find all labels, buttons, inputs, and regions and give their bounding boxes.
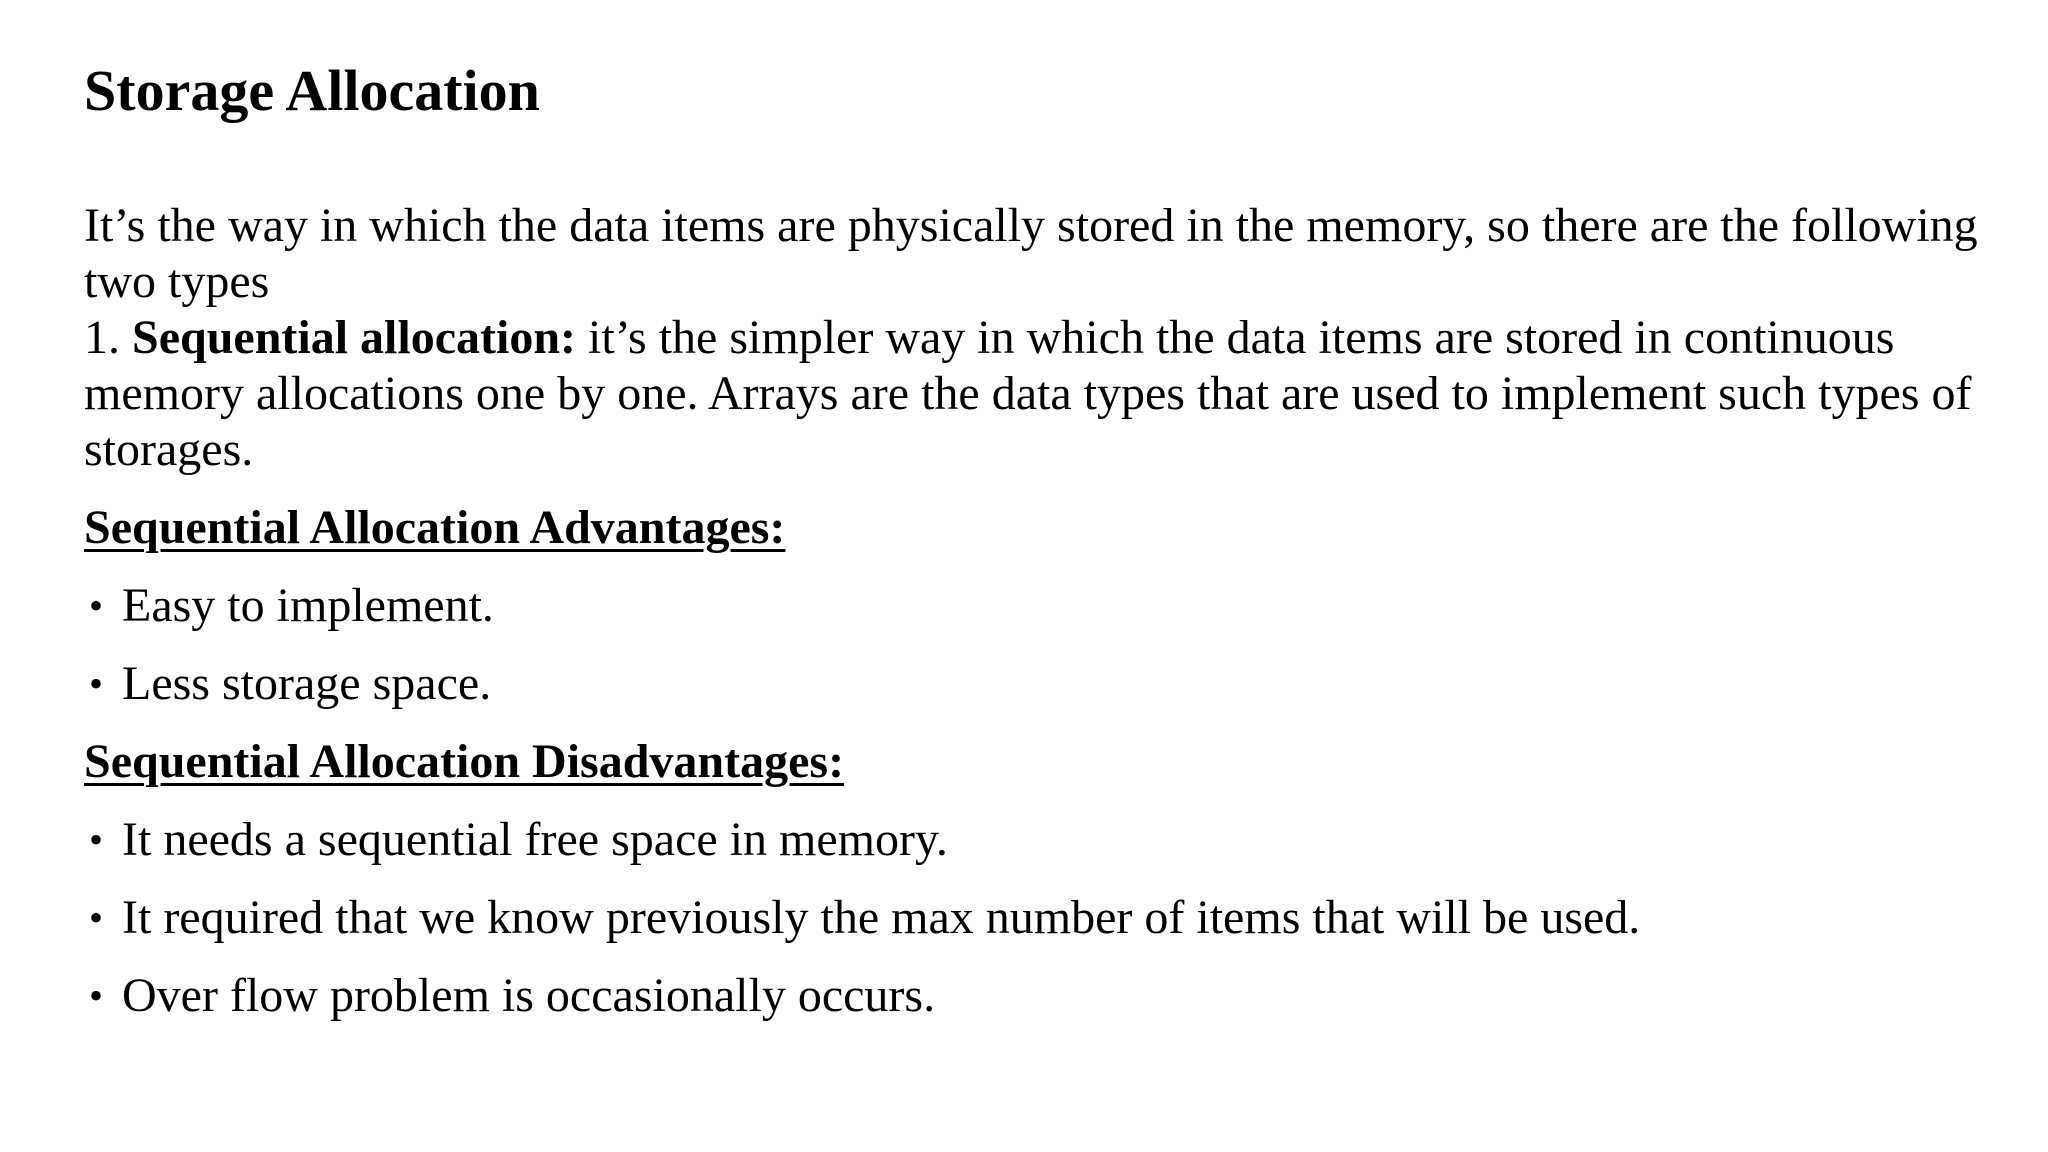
list-item-text: Over flow problem is occasionally occurs.: [122, 969, 936, 1022]
list-item: [84, 968, 1984, 1024]
disadvantages-list: [84, 812, 1984, 1024]
sequential-allocation-term: Sequential allocation:: [132, 311, 577, 364]
list-item-text: It needs a sequential free space in memory.: [122, 813, 948, 866]
disadvantages-heading: Sequential Allocation Disadvantages:: [84, 735, 845, 788]
intro-paragraph: It’s the way in which the data items are physically stored in the memory, so there are the following two types: [84, 199, 1978, 308]
list-item: [84, 578, 1984, 634]
sequential-allocation-description: it’s the simpler way in which the data items are stored in continuous memory allocations one by one. Arrays are the data types that are used to implement such types of storages.: [84, 311, 1972, 476]
list-item-text: It required that we know previously the max number of items that will be used.: [122, 891, 1641, 944]
list-item: [84, 812, 1984, 868]
list-item-text: Easy to implement.: [122, 579, 494, 632]
list-item-text: Less storage space.: [122, 657, 492, 710]
slide-title: Storage Allocation: [84, 58, 540, 123]
list-item: [84, 656, 1984, 712]
bullet-icon: •: [88, 817, 103, 862]
sequential-allocation-paragraph: [84, 310, 1984, 478]
bullet-icon: •: [88, 661, 103, 706]
advantages-heading: Sequential Allocation Advantages:: [84, 501, 786, 554]
list-number: 1.: [84, 311, 132, 364]
bullet-icon: •: [88, 895, 103, 940]
slide-content: [84, 198, 1984, 1024]
bullet-icon: •: [88, 973, 103, 1018]
advantages-list: [84, 578, 1984, 712]
list-item: [84, 890, 1984, 946]
bullet-icon: •: [88, 583, 103, 628]
